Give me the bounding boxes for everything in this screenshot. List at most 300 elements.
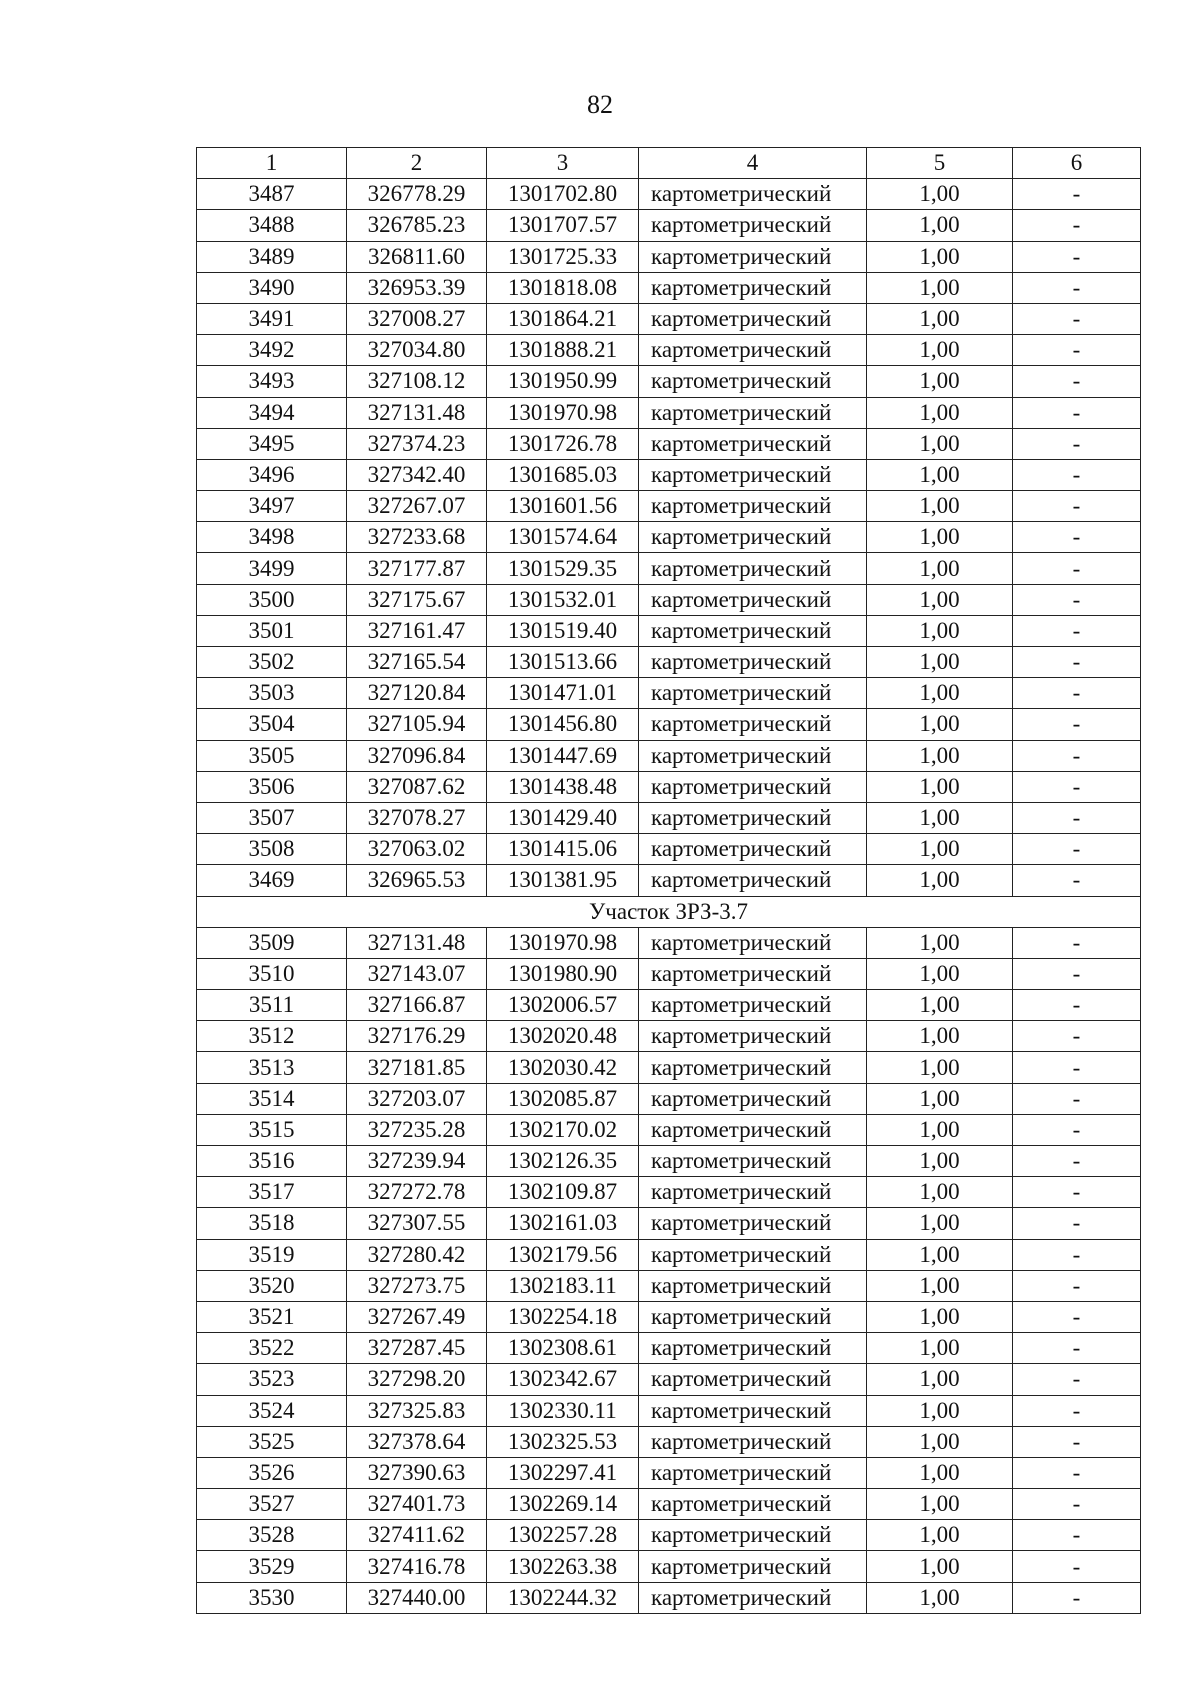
accuracy-cell: 1,00 — [867, 335, 1013, 366]
y-coordinate-cell: 1301726.78 — [487, 428, 639, 459]
y-coordinate-cell: 1302325.53 — [487, 1426, 639, 1457]
note-cell: - — [1013, 522, 1141, 553]
method-cell: картометрический — [639, 1395, 867, 1426]
x-coordinate-cell: 327273.75 — [347, 1270, 487, 1301]
method-cell: картометрический — [639, 1364, 867, 1395]
method-cell: картометрический — [639, 865, 867, 896]
table-row — [197, 740, 1141, 771]
table-row — [197, 1457, 1141, 1488]
note-cell: - — [1013, 366, 1141, 397]
point-number-cell: 3514 — [197, 1083, 347, 1114]
x-coordinate-cell: 327143.07 — [347, 958, 487, 989]
x-coordinate-cell: 327307.55 — [347, 1208, 487, 1239]
note-cell: - — [1013, 397, 1141, 428]
point-number-cell: 3499 — [197, 553, 347, 584]
accuracy-cell: 1,00 — [867, 584, 1013, 615]
method-cell: картометрический — [639, 1146, 867, 1177]
y-coordinate-cell: 1302109.87 — [487, 1177, 639, 1208]
table-row — [197, 802, 1141, 833]
x-coordinate-cell: 327272.78 — [347, 1177, 487, 1208]
accuracy-cell: 1,00 — [867, 927, 1013, 958]
point-number-cell: 3497 — [197, 491, 347, 522]
note-cell: - — [1013, 1551, 1141, 1582]
note-cell: - — [1013, 802, 1141, 833]
point-number-cell: 3491 — [197, 303, 347, 334]
table-row — [197, 1114, 1141, 1145]
accuracy-cell: 1,00 — [867, 459, 1013, 490]
y-coordinate-cell: 1301725.33 — [487, 241, 639, 272]
y-coordinate-cell: 1301601.56 — [487, 491, 639, 522]
y-coordinate-cell: 1301415.06 — [487, 834, 639, 865]
point-number-cell: 3469 — [197, 865, 347, 896]
accuracy-cell: 1,00 — [867, 272, 1013, 303]
y-coordinate-cell: 1302308.61 — [487, 1333, 639, 1364]
point-number-cell: 3521 — [197, 1301, 347, 1332]
note-cell: - — [1013, 1239, 1141, 1270]
x-coordinate-cell: 326778.29 — [347, 179, 487, 210]
point-number-cell: 3487 — [197, 179, 347, 210]
method-cell: картометрический — [639, 272, 867, 303]
point-number-cell: 3505 — [197, 740, 347, 771]
table-row — [197, 459, 1141, 490]
point-number-cell: 3530 — [197, 1582, 347, 1613]
table-row — [197, 865, 1141, 896]
method-cell: картометрический — [639, 1489, 867, 1520]
x-coordinate-cell: 327063.02 — [347, 834, 487, 865]
x-coordinate-cell: 327181.85 — [347, 1052, 487, 1083]
accuracy-cell: 1,00 — [867, 615, 1013, 646]
method-cell: картометрический — [639, 522, 867, 553]
point-number-cell: 3503 — [197, 678, 347, 709]
x-coordinate-cell: 327166.87 — [347, 990, 487, 1021]
point-number-cell: 3508 — [197, 834, 347, 865]
x-coordinate-cell: 327105.94 — [347, 709, 487, 740]
x-coordinate-cell: 327176.29 — [347, 1021, 487, 1052]
table-row — [197, 1177, 1141, 1208]
table-row — [197, 1270, 1141, 1301]
table-row — [197, 1426, 1141, 1457]
method-cell: картометрический — [639, 303, 867, 334]
note-cell: - — [1013, 179, 1141, 210]
x-coordinate-cell: 327203.07 — [347, 1083, 487, 1114]
accuracy-cell: 1,00 — [867, 1239, 1013, 1270]
method-cell: картометрический — [639, 958, 867, 989]
method-cell: картометрический — [639, 397, 867, 428]
method-cell: картометрический — [639, 553, 867, 584]
table-row — [197, 1551, 1141, 1582]
header-cell: 1 — [197, 148, 347, 179]
method-cell: картометрический — [639, 647, 867, 678]
table-row — [197, 1395, 1141, 1426]
method-cell: картометрический — [639, 1208, 867, 1239]
method-cell: картометрический — [639, 1426, 867, 1457]
table-row — [197, 1520, 1141, 1551]
note-cell: - — [1013, 927, 1141, 958]
accuracy-cell: 1,00 — [867, 802, 1013, 833]
note-cell: - — [1013, 491, 1141, 522]
section-title: Участок ЗРЗ-3.7 — [197, 896, 1141, 927]
y-coordinate-cell: 1301529.35 — [487, 553, 639, 584]
y-coordinate-cell: 1302170.02 — [487, 1114, 639, 1145]
y-coordinate-cell: 1301707.57 — [487, 210, 639, 241]
table-row — [197, 1021, 1141, 1052]
x-coordinate-cell: 327008.27 — [347, 303, 487, 334]
point-number-cell: 3519 — [197, 1239, 347, 1270]
x-coordinate-cell: 327131.48 — [347, 927, 487, 958]
table-row — [197, 709, 1141, 740]
x-coordinate-cell: 327416.78 — [347, 1551, 487, 1582]
point-number-cell: 3517 — [197, 1177, 347, 1208]
table-row — [197, 1083, 1141, 1114]
method-cell: картометрический — [639, 927, 867, 958]
method-cell: картометрический — [639, 1177, 867, 1208]
y-coordinate-cell: 1302020.48 — [487, 1021, 639, 1052]
y-coordinate-cell: 1302330.11 — [487, 1395, 639, 1426]
x-coordinate-cell: 327078.27 — [347, 802, 487, 833]
x-coordinate-cell: 327401.73 — [347, 1489, 487, 1520]
x-coordinate-cell: 327267.49 — [347, 1301, 487, 1332]
accuracy-cell: 1,00 — [867, 241, 1013, 272]
point-number-cell: 3509 — [197, 927, 347, 958]
point-number-cell: 3529 — [197, 1551, 347, 1582]
table-row — [197, 615, 1141, 646]
accuracy-cell: 1,00 — [867, 1270, 1013, 1301]
x-coordinate-cell: 327325.83 — [347, 1395, 487, 1426]
accuracy-cell: 1,00 — [867, 428, 1013, 459]
accuracy-cell: 1,00 — [867, 1301, 1013, 1332]
table-row — [197, 1301, 1141, 1332]
table-row — [197, 303, 1141, 334]
note-cell: - — [1013, 1083, 1141, 1114]
x-coordinate-cell: 327378.64 — [347, 1426, 487, 1457]
accuracy-cell: 1,00 — [867, 1551, 1013, 1582]
y-coordinate-cell: 1302030.42 — [487, 1052, 639, 1083]
method-cell: картометрический — [639, 1457, 867, 1488]
method-cell: картометрический — [639, 802, 867, 833]
point-number-cell: 3522 — [197, 1333, 347, 1364]
header-cell: 2 — [347, 148, 487, 179]
accuracy-cell: 1,00 — [867, 1489, 1013, 1520]
note-cell: - — [1013, 1520, 1141, 1551]
point-number-cell: 3492 — [197, 335, 347, 366]
point-number-cell: 3510 — [197, 958, 347, 989]
method-cell: картометрический — [639, 834, 867, 865]
note-cell: - — [1013, 1177, 1141, 1208]
y-coordinate-cell: 1301438.48 — [487, 771, 639, 802]
note-cell: - — [1013, 428, 1141, 459]
table-row — [197, 272, 1141, 303]
point-number-cell: 3506 — [197, 771, 347, 802]
method-cell: картометрический — [639, 584, 867, 615]
accuracy-cell: 1,00 — [867, 1364, 1013, 1395]
x-coordinate-cell: 327374.23 — [347, 428, 487, 459]
point-number-cell: 3512 — [197, 1021, 347, 1052]
accuracy-cell: 1,00 — [867, 210, 1013, 241]
table-row — [197, 1333, 1141, 1364]
table-row — [197, 927, 1141, 958]
x-coordinate-cell: 327235.28 — [347, 1114, 487, 1145]
x-coordinate-cell: 327411.62 — [347, 1520, 487, 1551]
point-number-cell: 3524 — [197, 1395, 347, 1426]
header-cell: 5 — [867, 148, 1013, 179]
accuracy-cell: 1,00 — [867, 958, 1013, 989]
point-number-cell: 3498 — [197, 522, 347, 553]
note-cell: - — [1013, 584, 1141, 615]
method-cell: картометрический — [639, 210, 867, 241]
note-cell: - — [1013, 1395, 1141, 1426]
point-number-cell: 3495 — [197, 428, 347, 459]
point-number-cell: 3513 — [197, 1052, 347, 1083]
x-coordinate-cell: 327034.80 — [347, 335, 487, 366]
table-row — [197, 1582, 1141, 1613]
point-number-cell: 3507 — [197, 802, 347, 833]
note-cell: - — [1013, 1208, 1141, 1239]
point-number-cell: 3518 — [197, 1208, 347, 1239]
point-number-cell: 3502 — [197, 647, 347, 678]
y-coordinate-cell: 1301447.69 — [487, 740, 639, 771]
y-coordinate-cell: 1302006.57 — [487, 990, 639, 1021]
x-coordinate-cell: 327440.00 — [347, 1582, 487, 1613]
note-cell: - — [1013, 834, 1141, 865]
method-cell: картометрический — [639, 491, 867, 522]
x-coordinate-cell: 327161.47 — [347, 615, 487, 646]
table-row — [197, 1364, 1141, 1395]
x-coordinate-cell: 327267.07 — [347, 491, 487, 522]
y-coordinate-cell: 1302342.67 — [487, 1364, 639, 1395]
point-number-cell: 3526 — [197, 1457, 347, 1488]
accuracy-cell: 1,00 — [867, 771, 1013, 802]
note-cell: - — [1013, 1426, 1141, 1457]
point-number-cell: 3489 — [197, 241, 347, 272]
point-number-cell: 3511 — [197, 990, 347, 1021]
y-coordinate-cell: 1301818.08 — [487, 272, 639, 303]
x-coordinate-cell: 326965.53 — [347, 865, 487, 896]
table-row — [197, 1052, 1141, 1083]
note-cell: - — [1013, 1489, 1141, 1520]
x-coordinate-cell: 327239.94 — [347, 1146, 487, 1177]
accuracy-cell: 1,00 — [867, 1146, 1013, 1177]
table-row — [197, 1489, 1141, 1520]
point-number-cell: 3490 — [197, 272, 347, 303]
table-row — [197, 990, 1141, 1021]
x-coordinate-cell: 326953.39 — [347, 272, 487, 303]
method-cell: картометрический — [639, 1052, 867, 1083]
y-coordinate-cell: 1301429.40 — [487, 802, 639, 833]
accuracy-cell: 1,00 — [867, 1208, 1013, 1239]
method-cell: картометрический — [639, 1114, 867, 1145]
table-row — [197, 678, 1141, 709]
accuracy-cell: 1,00 — [867, 1083, 1013, 1114]
note-cell: - — [1013, 553, 1141, 584]
y-coordinate-cell: 1301888.21 — [487, 335, 639, 366]
accuracy-cell: 1,00 — [867, 1426, 1013, 1457]
note-cell: - — [1013, 1114, 1141, 1145]
note-cell: - — [1013, 615, 1141, 646]
x-coordinate-cell: 327108.12 — [347, 366, 487, 397]
point-number-cell: 3516 — [197, 1146, 347, 1177]
point-number-cell: 3504 — [197, 709, 347, 740]
note-cell: - — [1013, 990, 1141, 1021]
point-number-cell: 3527 — [197, 1489, 347, 1520]
point-number-cell: 3528 — [197, 1520, 347, 1551]
method-cell: картометрический — [639, 1582, 867, 1613]
method-cell: картометрический — [639, 1270, 867, 1301]
y-coordinate-cell: 1301574.64 — [487, 522, 639, 553]
point-number-cell: 3525 — [197, 1426, 347, 1457]
header-cell: 3 — [487, 148, 639, 179]
method-cell: картометрический — [639, 1520, 867, 1551]
coordinates-table — [196, 147, 1141, 1614]
note-cell: - — [1013, 1052, 1141, 1083]
accuracy-cell: 1,00 — [867, 397, 1013, 428]
y-coordinate-cell: 1301864.21 — [487, 303, 639, 334]
x-coordinate-cell: 327096.84 — [347, 740, 487, 771]
note-cell: - — [1013, 210, 1141, 241]
table-row — [197, 428, 1141, 459]
table-row — [197, 366, 1141, 397]
accuracy-cell: 1,00 — [867, 522, 1013, 553]
x-coordinate-cell: 327175.67 — [347, 584, 487, 615]
table-row — [197, 771, 1141, 802]
accuracy-cell: 1,00 — [867, 709, 1013, 740]
method-cell: картометрический — [639, 990, 867, 1021]
point-number-cell: 3494 — [197, 397, 347, 428]
method-cell: картометрический — [639, 1021, 867, 1052]
note-cell: - — [1013, 647, 1141, 678]
method-cell: картометрический — [639, 1083, 867, 1114]
point-number-cell: 3496 — [197, 459, 347, 490]
accuracy-cell: 1,00 — [867, 740, 1013, 771]
accuracy-cell: 1,00 — [867, 1021, 1013, 1052]
table-row — [197, 1239, 1141, 1270]
table-row — [197, 491, 1141, 522]
x-coordinate-cell: 327177.87 — [347, 553, 487, 584]
point-number-cell: 3501 — [197, 615, 347, 646]
method-cell: картометрический — [639, 1333, 867, 1364]
method-cell: картометрический — [639, 771, 867, 802]
y-coordinate-cell: 1301381.95 — [487, 865, 639, 896]
method-cell: картометрический — [639, 740, 867, 771]
note-cell: - — [1013, 1364, 1141, 1395]
table-body — [197, 179, 1141, 1614]
note-cell: - — [1013, 1270, 1141, 1301]
note-cell: - — [1013, 771, 1141, 802]
section-row — [197, 896, 1141, 927]
accuracy-cell: 1,00 — [867, 678, 1013, 709]
note-cell: - — [1013, 1333, 1141, 1364]
point-number-cell: 3520 — [197, 1270, 347, 1301]
note-cell: - — [1013, 958, 1141, 989]
point-number-cell: 3523 — [197, 1364, 347, 1395]
method-cell: картометрический — [639, 366, 867, 397]
table-row — [197, 179, 1141, 210]
y-coordinate-cell: 1302269.14 — [487, 1489, 639, 1520]
note-cell: - — [1013, 740, 1141, 771]
method-cell: картометрический — [639, 1301, 867, 1332]
method-cell: картометрический — [639, 459, 867, 490]
page-number: 82 — [587, 90, 613, 119]
y-coordinate-cell: 1301685.03 — [487, 459, 639, 490]
x-coordinate-cell: 326811.60 — [347, 241, 487, 272]
note-cell: - — [1013, 459, 1141, 490]
y-coordinate-cell: 1302161.03 — [487, 1208, 639, 1239]
note-cell: - — [1013, 678, 1141, 709]
table-row — [197, 834, 1141, 865]
y-coordinate-cell: 1302254.18 — [487, 1301, 639, 1332]
x-coordinate-cell: 327131.48 — [347, 397, 487, 428]
method-cell: картометрический — [639, 241, 867, 272]
x-coordinate-cell: 327087.62 — [347, 771, 487, 802]
x-coordinate-cell: 327165.54 — [347, 647, 487, 678]
table-row — [197, 584, 1141, 615]
x-coordinate-cell: 327342.40 — [347, 459, 487, 490]
header-cell: 4 — [639, 148, 867, 179]
header-cell: 6 — [1013, 148, 1141, 179]
method-cell: картометрический — [639, 615, 867, 646]
accuracy-cell: 1,00 — [867, 1052, 1013, 1083]
table-row — [197, 210, 1141, 241]
method-cell: картометрический — [639, 678, 867, 709]
table-row — [197, 335, 1141, 366]
table-row — [197, 397, 1141, 428]
x-coordinate-cell: 327287.45 — [347, 1333, 487, 1364]
method-cell: картометрический — [639, 1551, 867, 1582]
x-coordinate-cell: 326785.23 — [347, 210, 487, 241]
point-number-cell: 3488 — [197, 210, 347, 241]
accuracy-cell: 1,00 — [867, 834, 1013, 865]
note-cell: - — [1013, 335, 1141, 366]
accuracy-cell: 1,00 — [867, 1395, 1013, 1426]
y-coordinate-cell: 1302126.35 — [487, 1146, 639, 1177]
y-coordinate-cell: 1301471.01 — [487, 678, 639, 709]
method-cell: картометрический — [639, 335, 867, 366]
method-cell: картометрический — [639, 179, 867, 210]
table-row — [197, 241, 1141, 272]
accuracy-cell: 1,00 — [867, 647, 1013, 678]
table-row — [197, 958, 1141, 989]
accuracy-cell: 1,00 — [867, 303, 1013, 334]
table-row — [197, 1146, 1141, 1177]
x-coordinate-cell: 327390.63 — [347, 1457, 487, 1488]
accuracy-cell: 1,00 — [867, 1457, 1013, 1488]
accuracy-cell: 1,00 — [867, 179, 1013, 210]
accuracy-cell: 1,00 — [867, 1582, 1013, 1613]
y-coordinate-cell: 1302257.28 — [487, 1520, 639, 1551]
note-cell: - — [1013, 1146, 1141, 1177]
method-cell: картометрический — [639, 1239, 867, 1270]
note-cell: - — [1013, 1457, 1141, 1488]
y-coordinate-cell: 1301702.80 — [487, 179, 639, 210]
point-number-cell: 3493 — [197, 366, 347, 397]
x-coordinate-cell: 327120.84 — [347, 678, 487, 709]
y-coordinate-cell: 1301513.66 — [487, 647, 639, 678]
y-coordinate-cell: 1301456.80 — [487, 709, 639, 740]
accuracy-cell: 1,00 — [867, 1114, 1013, 1145]
note-cell: - — [1013, 1582, 1141, 1613]
y-coordinate-cell: 1301980.90 — [487, 958, 639, 989]
y-coordinate-cell: 1301950.99 — [487, 366, 639, 397]
table-row — [197, 1208, 1141, 1239]
note-cell: - — [1013, 303, 1141, 334]
table-row — [197, 647, 1141, 678]
note-cell: - — [1013, 1021, 1141, 1052]
table-row — [197, 522, 1141, 553]
note-cell: - — [1013, 709, 1141, 740]
y-coordinate-cell: 1302244.32 — [487, 1582, 639, 1613]
point-number-cell: 3500 — [197, 584, 347, 615]
point-number-cell: 3515 — [197, 1114, 347, 1145]
y-coordinate-cell: 1301532.01 — [487, 584, 639, 615]
